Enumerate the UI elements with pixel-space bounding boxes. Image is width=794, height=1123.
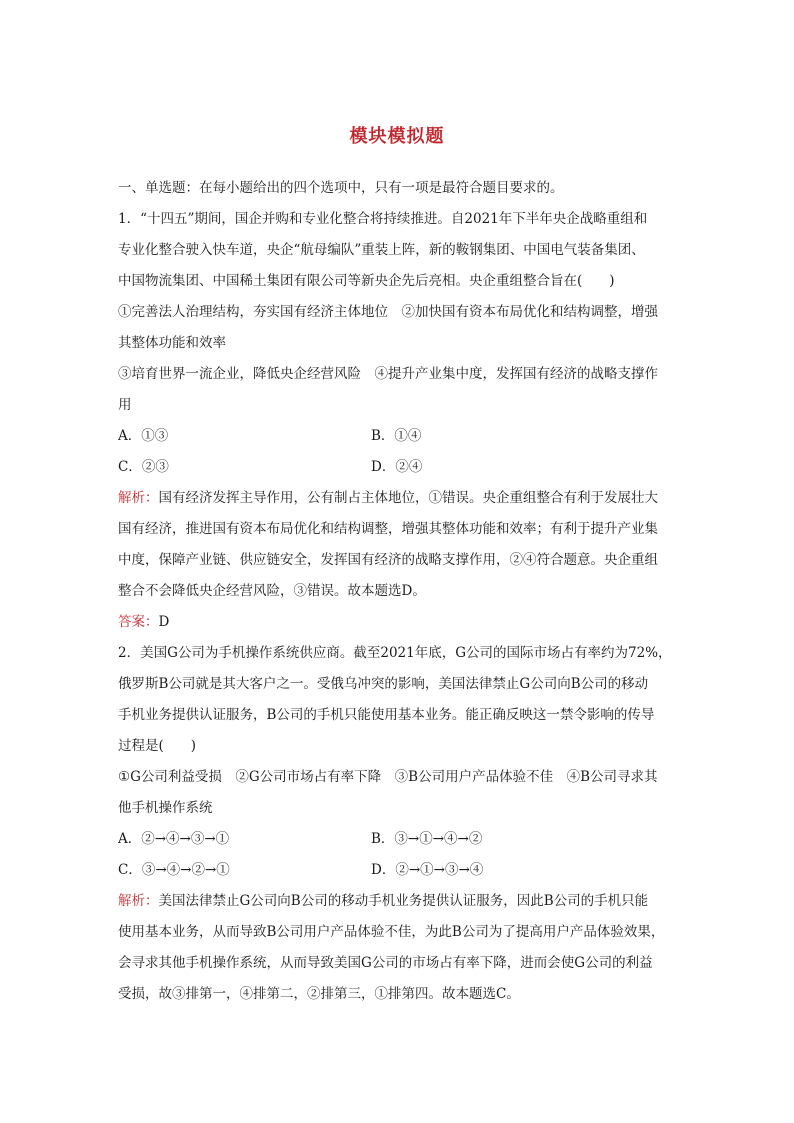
question-stem-line: 中国物流集团、中国稀土集团有限公司等新央企先后亮相。央企重组整合旨在( ) [118, 273, 615, 289]
option-d: D．②④ [371, 459, 423, 475]
question-stem-line: 手机业务提供认证服务，B公司的手机只能使用基本业务。能正确反映这一禁令影响的传导 [118, 707, 655, 723]
question-stem-line: 专业化整合驶入快车道，央企“航母编队”重装上阵，新的鞍钢集团、中国电气装备集团、 [118, 242, 645, 258]
statement-line: ③培育世界一流企业，降低央企经营风险 ④提升产业集中度，发挥国有经济的战略支撑作 [118, 366, 658, 382]
question-1 [118, 207, 683, 641]
statement-line: ①G公司利益受损 ②G公司市场占有率下降 ③B公司用户产品体验不佳 ④B公司寻求其 [118, 769, 658, 785]
options-row [118, 424, 683, 455]
analysis-line: 会寻求其他手机操作系统，从而导致美国G公司的市场占有率下降，进而会使G公司的利益 [118, 955, 653, 971]
analysis-line [118, 889, 683, 920]
answer-label: 答案： [118, 614, 159, 630]
analysis-line: 中度，保障产业链、供应链安全，发挥国有经济的战略支撑作用，②④符合题意。央企重组 [118, 552, 658, 568]
options-row [118, 858, 683, 889]
page-title: 模块模拟题 [349, 126, 445, 147]
analysis-line [118, 486, 683, 517]
option-c: C．③→④→②→① [118, 862, 230, 878]
analysis-text: 国有经济发挥主导作用，公有制占主体地位，①错误。央企重组整合有利于发展壮大 [158, 490, 658, 506]
statement-line: ①完善法人治理结构，夯实国有经济主体地位 ②加快国有资本布局优化和结构调整，增强 [118, 304, 658, 320]
analysis-line: 整合不会降低央企经营风险，③错误。故本题选D。 [118, 583, 426, 599]
question-2 [118, 641, 683, 1013]
section-heading: 一、单选题：在每小题给出的四个选项中，只有一项是最符合题目要求的。 [118, 180, 564, 196]
analysis-line: 使用基本业务，从而导致B公司用户产品体验不佳，为此B公司为了提高用户产品体验效果， [118, 924, 665, 940]
options-row [118, 827, 683, 858]
document-body [118, 176, 683, 1013]
options-row [118, 455, 683, 486]
answer-line [118, 610, 683, 641]
option-c: C．②③ [118, 459, 169, 475]
option-b: B．①④ [371, 428, 422, 444]
option-a: A．②→④→③→① [118, 831, 230, 847]
option-b: B．③→①→④→② [371, 831, 483, 847]
analysis-text: 美国法律禁止G公司向B公司的移动手机业务提供认证服务，因此B公司的手机只能 [158, 893, 649, 909]
analysis-line: 受损，故③排第一，④排第二，②排第三，①排第四。故本题选C。 [118, 986, 520, 1002]
question-stem-line: 2．美国G公司为手机操作系统供应商。截至2021年底，G公司的国际市场占有率约为72%， [118, 645, 672, 661]
statement-line: 用 [118, 397, 132, 413]
option-d: D．②→①→③→④ [371, 862, 484, 878]
option-a: A．①③ [118, 428, 169, 444]
analysis-label: 解析： [118, 893, 159, 909]
answer-value: D [158, 614, 170, 630]
question-stem-line: 过程是( ) [118, 738, 197, 754]
analysis-line: 国有经济，推进国有资本布局优化和结构调整，增强其整体功能和效率；有利于提升产业集 [118, 521, 658, 537]
statement-line: 其整体功能和效率 [118, 335, 226, 351]
statement-line: 他手机操作系统 [118, 800, 213, 816]
question-stem-line: 1．“十四五”期间，国企并购和专业化整合将持续推进。自2021年下半年央企战略重组和 [118, 211, 648, 227]
question-stem-line: 俄罗斯B公司就是其大客户之一。受俄乌冲突的影响，美国法律禁止G公司向B公司的移动 [118, 676, 649, 692]
analysis-label: 解析： [118, 490, 159, 506]
